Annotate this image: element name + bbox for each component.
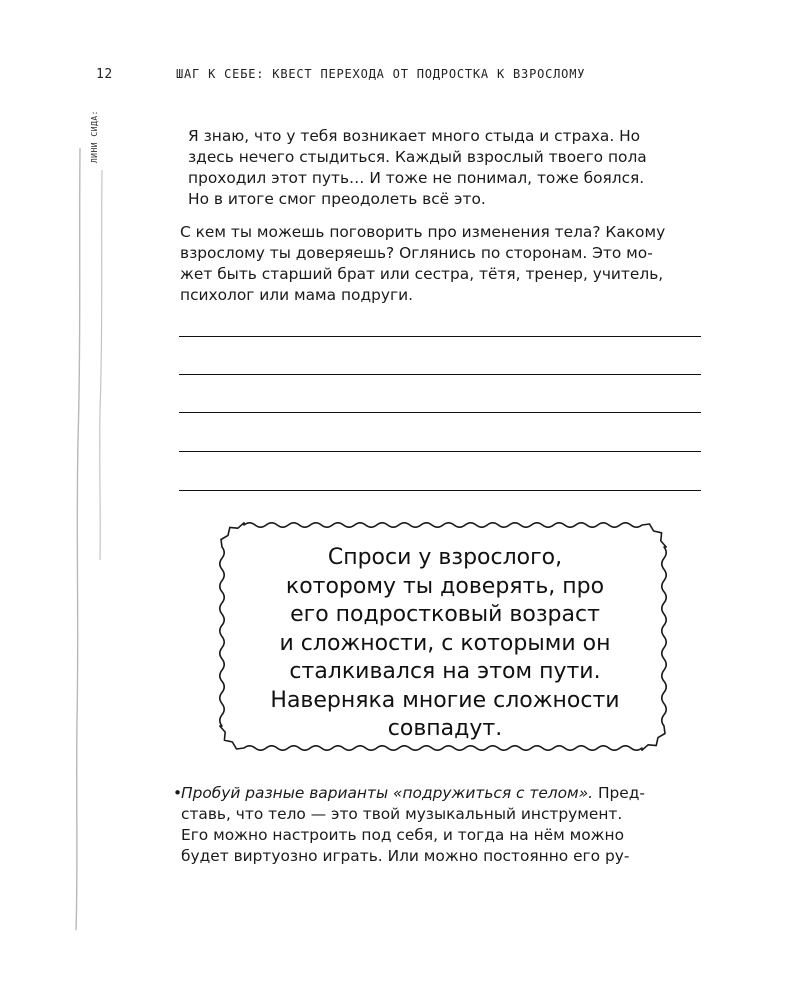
bullet-line: будет виртуозно играть. Или можно постоянно его ру-	[181, 847, 630, 865]
bullet-item	[173, 783, 711, 867]
callout-line: которому ты доверять, про	[285, 573, 605, 599]
running-header: ШАГ К СЕБЕ: КВЕСТ ПЕРЕХОДА ОТ ПОДРОСТКА К ВЗРОСЛОМУ	[176, 67, 586, 81]
quote-line: Я знаю, что у тебя возникает много стыда и страха. Но	[188, 127, 641, 145]
callout-text	[235, 544, 655, 744]
question-line: психолог или мама подруги.	[180, 286, 413, 304]
bullet-first-line	[181, 783, 711, 804]
callout-line: Спроси у взрослого,	[327, 545, 563, 570]
callout-line: его подростковый возраст	[290, 602, 600, 627]
callout-line: Наверняка многие сложности	[270, 687, 620, 713]
page-number: 12	[96, 67, 113, 82]
callout-line: сталкивался на этом пути.	[289, 659, 601, 684]
bullet-marker: •	[173, 784, 183, 802]
question-line: С кем ты можешь поговорить про изменения тела? Какому	[180, 223, 666, 241]
bullet-line: Его можно настроить под себя, и тогда на нём можно	[181, 826, 625, 844]
callout-line: и сложности, с которыми он	[279, 630, 611, 656]
callout-line: совпадут.	[387, 716, 503, 741]
quote-line: Но в итоге смог преодолеть всё это.	[188, 190, 486, 208]
quote-line: проходил этот путь… И тоже не понимал, тоже боялся.	[188, 169, 645, 187]
question-line: взрослому ты доверяешь? Оглянись по сторонам. Это мо-	[180, 244, 653, 262]
bullet-first-rest: Пред-	[593, 784, 645, 802]
margin-label: ЛИНИ СИДА:	[90, 110, 99, 164]
bullet-emphasis: Пробуй разные варианты «подружиться с телом».	[181, 784, 594, 802]
question-line: жет быть старший брат или сестра, тётя, тренер, учитель,	[180, 265, 664, 283]
quote-line: здесь нечего стыдиться. Каждый взрослый твоего пола	[188, 148, 647, 166]
bullet-line: ставь, что тело — это твой музыкальный инструмент.	[181, 805, 623, 823]
